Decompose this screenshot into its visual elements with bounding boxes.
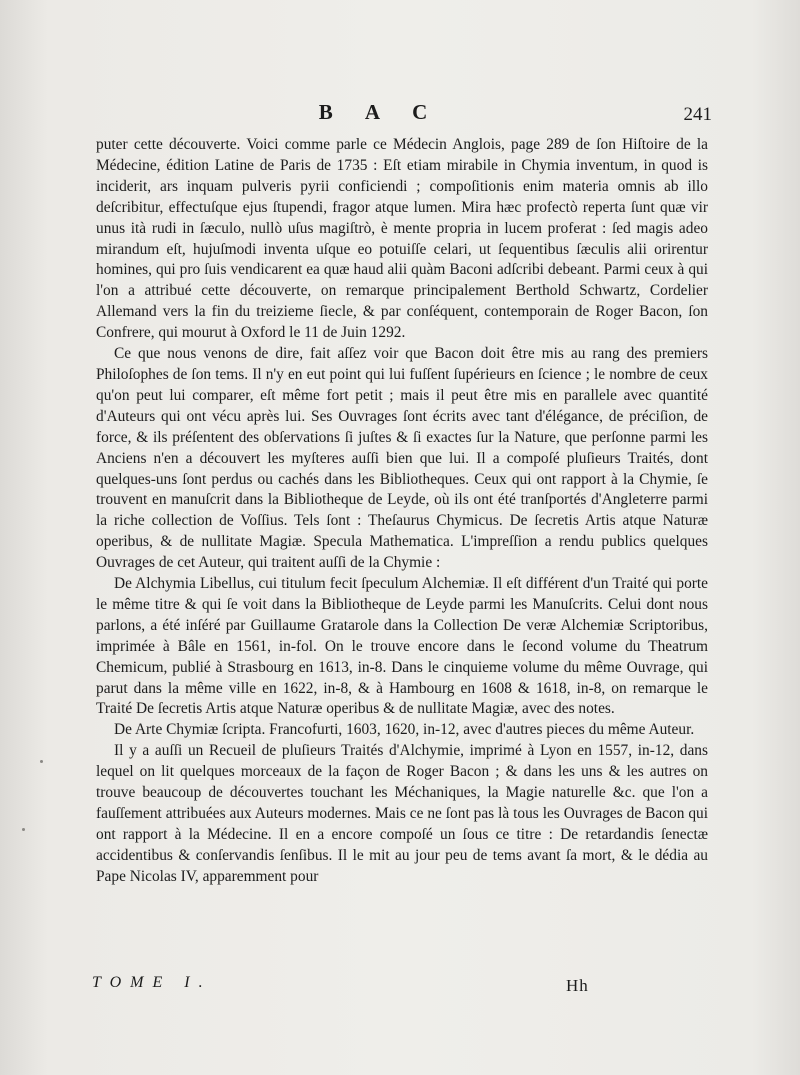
body-text	[96, 135, 708, 888]
page-number: 241	[683, 104, 712, 125]
paragraph-de-alchymia: De Alchymia Libellus, cui titulum fecit ſpeculum Alchemiæ. Il eſt différent d'un Traité qui porte le même titre & qui ſe voit dans la Bibliotheque de Leyde parmi les Manuſcrits. Celui dont nous parlons, a été inſéré par Guillaume Gratarole dans la Collection De veræ Alchemiæ Scriptoribus, imprimée à Bâle en 1561, in-fol. On le trouve encore dans le ſecond volume du Theatrum Chemicum, publié à Strasbourg en 1613, in-8. Dans le cinquieme volume du même Ouvrage, qui parut dans la même ville en 1622, in-8, & à Hambourg en 1608 & 1618, in-8, on remarque le Traité De ſecretis Artis atque Naturæ operibus & de nullitate Magiæ, avec des notes.	[96, 575, 708, 718]
signature-mark: Hh	[566, 976, 589, 995]
page-header	[0, 100, 800, 130]
paragraph-bacon-works: Ce que nous venons de dire, fait aſſez voir que Bacon doit être mis au rang des premiers Philoſophes de ſon tems. Il n'y en eut point qui lui fuſſent ſupérieurs en ſcience ; le nombre de ceux qu'on peut lui comparer, eſt même fort petit ; mais il peut être mis en parallele avec quantité d'Auteurs qui ont vécu après lui. Ses Ouvrages ſont écrits avec tant d'élégance, de préciſion, de force, & ils préſentent des obſervations ſi juſtes & ſi exactes ſur la Nature, que perſonne parmi les Anciens n'en a découvert les myſteres auſſi bien que lui. Il a compoſé pluſieurs Traités, dont quelques-uns ſont perdus ou cachés dans les Bibliotheques. Ceux qui ont rapport à la Chymie, ſe trouvent en manuſcrit dans la Bibliotheque de Leyde, où ils ont été tranſportés d'Angleterre parmi la riche collection de Voſſius. Tels ſont : Theſaurus Chymicus. De ſecretis Artis atque Naturæ operibus, & de nullitate Magiæ. Specula Mathematica. L'impreſſion a rendu publics quelques Ouvrages de cet Auteur, qui traitent auſſi de la Chymie :	[96, 345, 708, 572]
paragraph-gunpowder-discovery: puter cette découverte. Voici comme parle ce Médecin Anglois, page 289 de ſon Hiſtoire de la Médecine, édition Latine de Paris de 1735 : Eſt etiam mirabile in Chymia inventum, in quod is inciderit, ars inquam pulveris pyrii conficiendi ; compoſitionis enim materia omnis ab illo deſcribitur, effectuſque ejus ſtupendi, fragor atque lumen. Mira hæc profectò reperta ſunt quæ vir unus ità rudi in ſæculo, nullò uſus magiſtrò, è mente propria in lucem proferat : ſed magis adeo mirandum eſt, hujuſmodi inventa uſque eo potuiſſe celari, ut ſequentibus ſæculis alii orirentur homines, qui pro ſuis vendicarent ea quæ haud alii quàm Baconi adſcribi debeant. Parmi ceux à qui l'on a attribué cette découverte, on remarque principalement Berthold Schwartz, Cordelier Allemand vers la fin du treizieme ſiecle, & par conſéquent, contemporain de Roger Bacon, ſon Confrere, qui mourut à Oxford le 11 de Juin 1292.	[96, 136, 708, 342]
volume-marker: TOME I.	[92, 974, 212, 991]
paragraph-recueil-alchymie: Il y a auſſi un Recueil de pluſieurs Traités d'Alchymie, imprimé à Lyon en 1557, in-12, dans lequel on lit quelques morceaux de la façon de Roger Bacon ; & dans les uns & les autres on trouve beaucoup de découvertes touchant les Méchaniques, la Magie naturelle &c. que l'on a fauſſement attribuées aux Auteurs modernes. Mais ce ne ſont pas là tous les Ouvrages de Bacon qui ont rapport à la Médecine. Il en a encore compoſé un ſous ce titre : De retardandis ſenectæ accidentibus & conſervandis ſenſibus. Il le mit au jour peu de tems avant ſa mort, & le dédia au Pape Nicolas IV, apparemment pour	[96, 742, 708, 885]
running-head: B A C	[318, 100, 442, 124]
paragraph-de-arte-chymiae: De Arte Chymiæ ſcripta. Francofurti, 1603, 1620, in-12, avec d'autres pieces du même Auteur.	[114, 721, 695, 739]
paper-speck	[40, 760, 43, 763]
page-footer	[0, 974, 800, 998]
paper-speck	[22, 828, 25, 831]
